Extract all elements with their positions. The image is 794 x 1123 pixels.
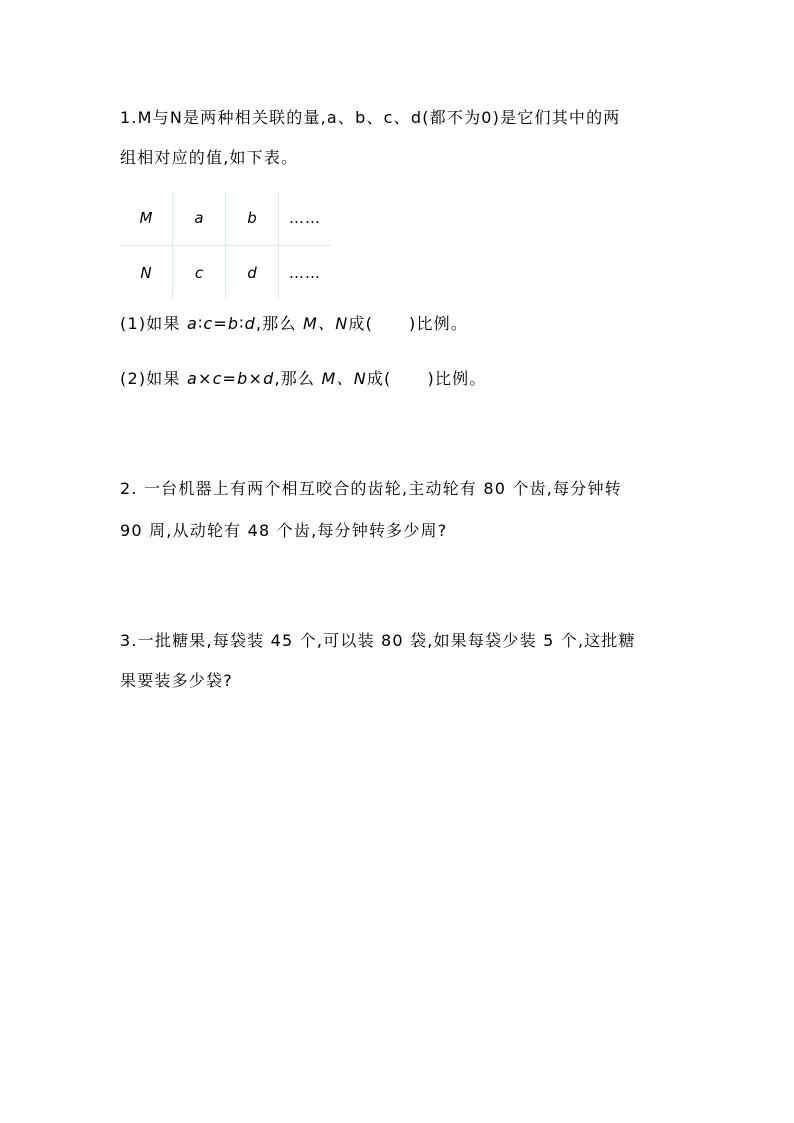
table-cell: c — [173, 246, 226, 301]
q1-text-line-1: 1.M与N是两种相关联的量,a、b、c、d(都不为0)是它们其中的两 — [120, 108, 621, 127]
ratio-expression: a∶c=b∶d — [186, 314, 257, 333]
sub-suffix-open: 成( — [366, 369, 392, 388]
q3-text-line-2: 果要装多少袋? — [120, 671, 233, 690]
q1-text-line-2: 组相对应的值,如下表。 — [120, 148, 299, 167]
sub-mid: ,那么 — [274, 369, 322, 388]
q1-sub-question-1 — [120, 314, 468, 334]
table-cell: a — [173, 191, 226, 246]
q2-text-line-2: 90 周,从动轮有 48 个齿,每分钟转多少周? — [120, 521, 448, 540]
table-cell-label: N — [120, 246, 173, 301]
sub-mid: ,那么 — [256, 314, 303, 333]
table-cell: b — [226, 191, 279, 246]
product-expression: a×c=b×d — [186, 369, 275, 388]
q3-text-line-1: 3.一批糖果,每袋装 45 个,可以装 80 袋,如果每袋少装 5 个,这批糖 — [120, 631, 636, 650]
mn-value-table — [120, 191, 331, 300]
sub-prefix: (1)如果 — [120, 314, 187, 333]
q2-text-line-1: 2. 一台机器上有两个相互咬合的齿轮,主动轮有 80 个齿,每分钟转 — [120, 479, 622, 498]
sub-suffix-open: 成( — [348, 314, 374, 333]
table-cell-label: M — [120, 191, 173, 246]
table-cell: d — [226, 246, 279, 301]
table-cell-ellipsis: …… — [279, 191, 332, 246]
variable-names: M、N — [321, 369, 367, 388]
table-row-m — [120, 191, 331, 246]
sub-suffix-close: )比例。 — [427, 369, 487, 388]
q1-sub-question-2 — [120, 369, 487, 389]
table-row-n — [120, 246, 331, 301]
sub-suffix-close: )比例。 — [409, 314, 469, 333]
table-cell-ellipsis: …… — [279, 246, 332, 301]
sub-prefix: (2)如果 — [120, 369, 187, 388]
variable-names: M、N — [303, 314, 349, 333]
